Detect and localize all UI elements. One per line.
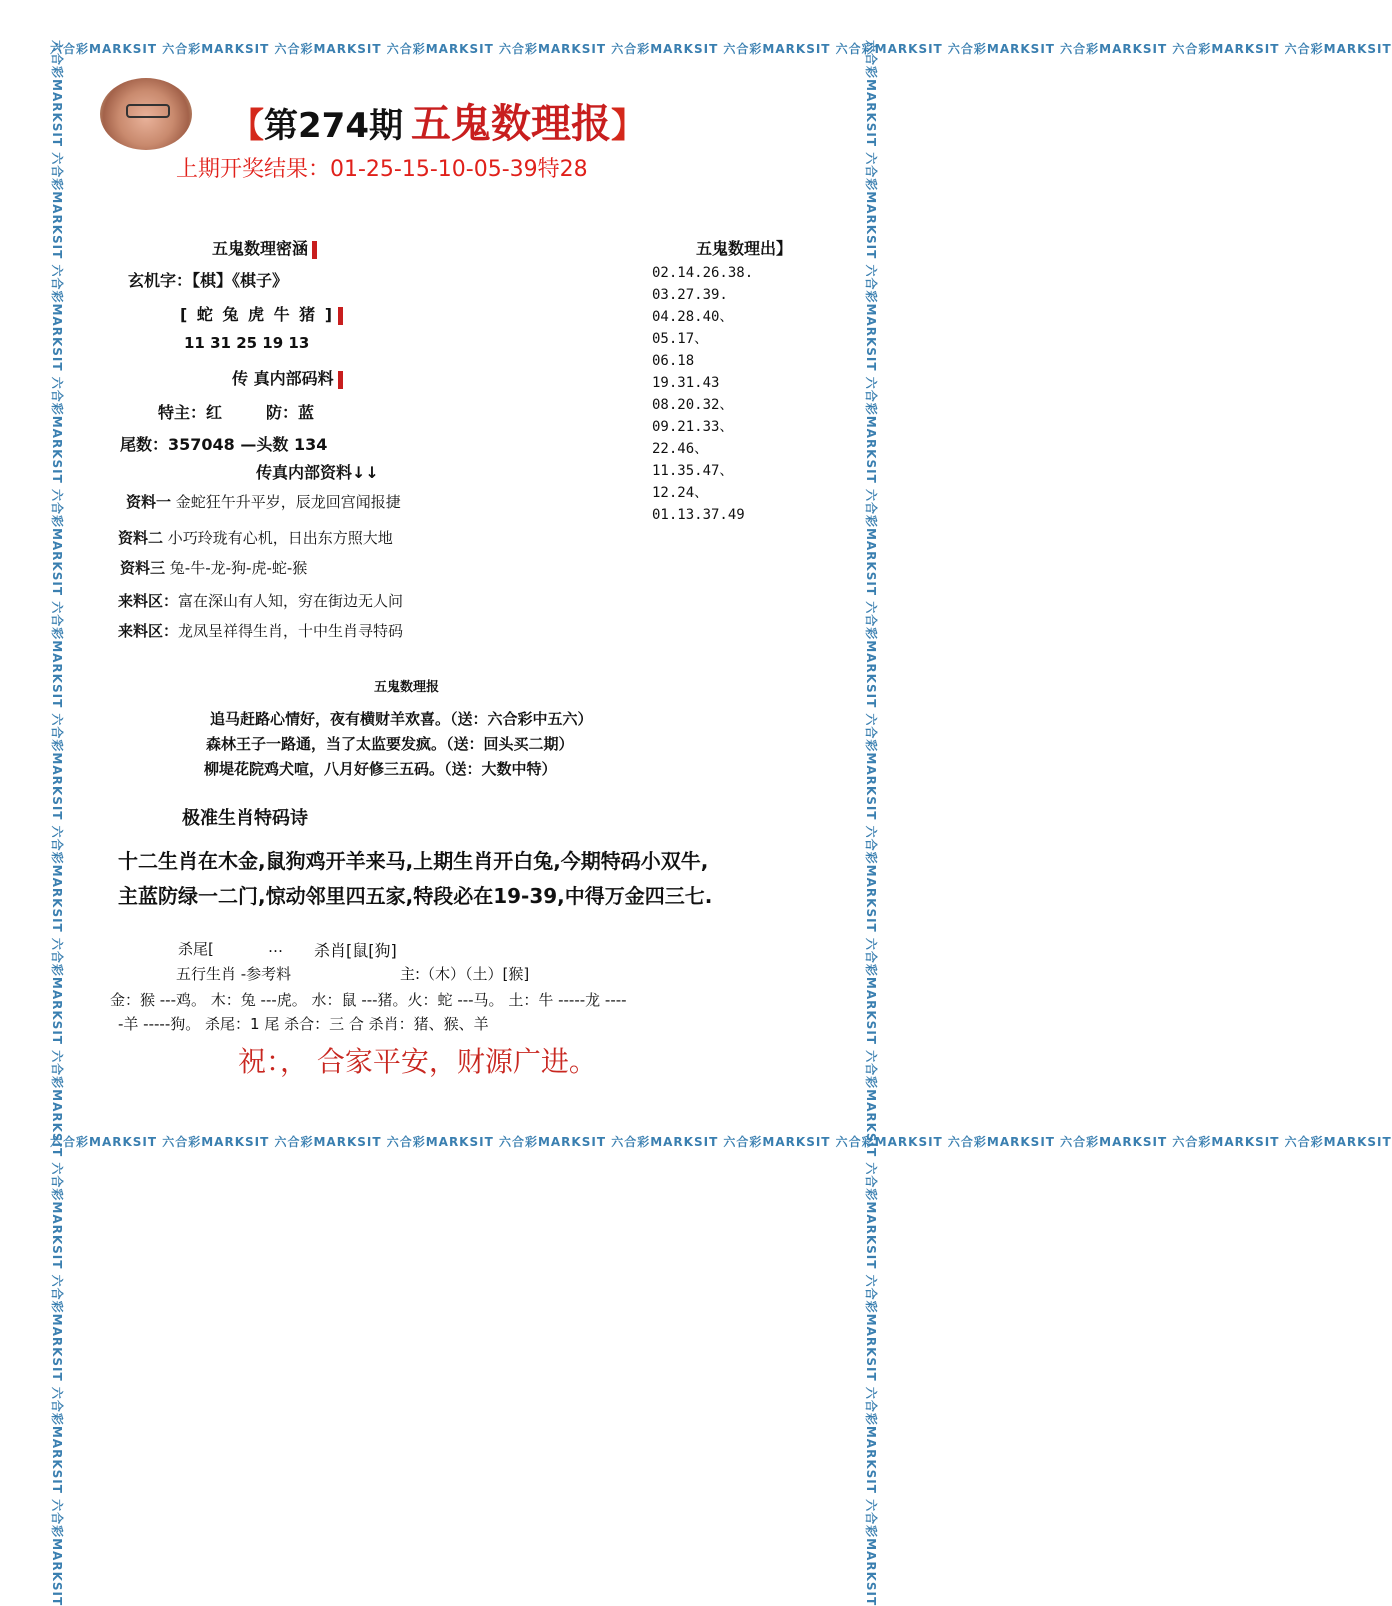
heading-fax-data: 传真内部资料↓↓ — [256, 463, 379, 482]
list-item: 资料二 小巧玲珑有心机，日出东方照大地 — [118, 529, 393, 547]
xuanji-text: 玄机字：【棋】《棋子》 — [128, 271, 289, 290]
number-line: 11.35.47、 — [652, 463, 734, 479]
list-item: 资料一 金蛇狂午升平岁，辰龙回宫闻报捷 — [126, 493, 401, 511]
zodiac-list: [ 蛇 兔 虎 牛 猪 ] — [180, 302, 343, 325]
mid-line-3: 柳堤花院鸡犬喧，八月好修三五码。（送：大数中特） — [204, 760, 557, 778]
dots-text: … — [268, 938, 283, 956]
number-line: 05.17、 — [652, 331, 709, 347]
border-left: 六合彩MARKSIT 六合彩MARKSIT 六合彩MARKSIT 六合彩MARKSIT 六合彩MARKSIT 六合彩MARKSIT 六合彩MARKSIT 六合彩MARKSIT 六合彩MARKSIT 六合彩MARKSIT 六合彩MARKSIT 六合彩MARKSIT 六合彩MARKSIT 六合彩MARKSIT — [50, 40, 64, 1606]
border-top: 六合彩MARKSIT 六合彩MARKSIT 六合彩MARKSIT 六合彩MARKSIT 六合彩MARKSIT 六合彩MARKSIT 六合彩MARKSIT 六合彩MARKSIT 六合彩MARKSIT 六合彩MARKSIT 六合彩MARKSIT 六合彩MARKSIT — [50, 42, 1392, 56]
red-mark-icon — [338, 307, 343, 325]
tezhu-text: 特主：红 — [158, 403, 223, 422]
title-issue: 第274期 — [264, 106, 403, 146]
mid-line-1: 追马赶路心情好，夜有横财羊欢喜。（送：六合彩中五六） — [210, 710, 593, 728]
shawei-text: 杀尾[ — [178, 940, 214, 958]
last-result: 上期开奖结果：01-25-15-10-05-39特28 — [176, 157, 588, 182]
heading-secret: 五鬼数理密涵 — [212, 236, 317, 259]
title-bracket-open: 【 — [230, 106, 264, 146]
wuxing-text: 五行生肖 -参考料 — [176, 965, 292, 983]
list-item: 来料区：龙凤呈祥得生肖，十中生肖寻特码 — [118, 622, 404, 640]
wuxing-line-1: 金：猴 ---鸡。 木：兔 ---虎。 水：鼠 ---猪。火：蛇 ---马。 土：牛 -----龙 ---- — [110, 991, 627, 1009]
mid-line-2: 森林王子一路通，当了太监要发疯。（送：回头买二期） — [206, 735, 574, 753]
number-line: 04.28.40、 — [652, 309, 734, 325]
red-mark-icon — [312, 241, 317, 259]
title-bracket-close: 】 — [610, 106, 645, 146]
number-line: 22.46、 — [652, 441, 709, 457]
mid-heading: 五鬼数理报 — [374, 680, 440, 695]
list-item: 来料区：富在深山有人知，穷在街边无人问 — [118, 592, 404, 610]
blessing: 祝：， 合家平安，财源广进。 — [238, 1045, 597, 1078]
number-line: 03.27.39. — [652, 287, 728, 303]
zodiac-numbers: 11 31 25 19 13 — [184, 334, 310, 352]
zhu-text: 主:（木）（土）[猴] — [400, 965, 530, 983]
number-line: 02.14.26.38. — [652, 265, 754, 281]
number-line: 08.20.32、 — [652, 397, 734, 413]
title-name: 五鬼数理报 — [410, 100, 611, 147]
number-line: 19.31.43 — [652, 375, 720, 391]
shaxiao-text: 杀肖[鼠[狗] — [314, 941, 397, 960]
list-item: 资料三 兔-牛-龙-狗-虎-蛇-猴 — [120, 559, 308, 577]
weishu-text: 尾数：357048 —头数 134 — [120, 435, 328, 454]
number-line: 01.13.37.49 — [652, 507, 745, 523]
number-line: 06.18 — [652, 353, 695, 369]
poem-line-2: 主蓝防绿一二门,惊动邻里四五家,特段必在19-39,中得万金四三七. — [118, 884, 713, 908]
border-right: 六合彩MARKSIT 六合彩MARKSIT 六合彩MARKSIT 六合彩MARKSIT 六合彩MARKSIT 六合彩MARKSIT 六合彩MARKSIT 六合彩MARKSIT 六合彩MARKSIT 六合彩MARKSIT 六合彩MARKSIT 六合彩MARKSIT 六合彩MARKSIT 六合彩MARKSIT — [864, 40, 878, 1606]
red-mark-icon — [338, 371, 343, 389]
avatar — [100, 78, 192, 150]
number-line: 12.24、 — [652, 485, 709, 501]
wuxing-line-2: -羊 -----狗。 杀尾：1 尾 杀合：三 合 杀肖：猪、猴、羊 — [118, 1015, 489, 1033]
heading-numbers: 五鬼数理出】 — [696, 239, 793, 258]
poem-heading: 极准生肖特码诗 — [182, 808, 308, 829]
glasses-icon — [126, 104, 170, 118]
fang-text: 防：蓝 — [266, 403, 315, 422]
heading-fax: 传 真内部码料 — [232, 366, 343, 389]
page-title — [230, 92, 645, 149]
poem-line-1: 十二生肖在木金,鼠狗鸡开羊来马,上期生肖开白兔,今期特码小双牛, — [118, 849, 709, 873]
number-list — [652, 262, 792, 526]
number-line: 09.21.33、 — [652, 419, 734, 435]
border-bottom: 六合彩MARKSIT 六合彩MARKSIT 六合彩MARKSIT 六合彩MARKSIT 六合彩MARKSIT 六合彩MARKSIT 六合彩MARKSIT 六合彩MARKSIT 六合彩MARKSIT 六合彩MARKSIT 六合彩MARKSIT 六合彩MARKSIT — [50, 1135, 1392, 1149]
